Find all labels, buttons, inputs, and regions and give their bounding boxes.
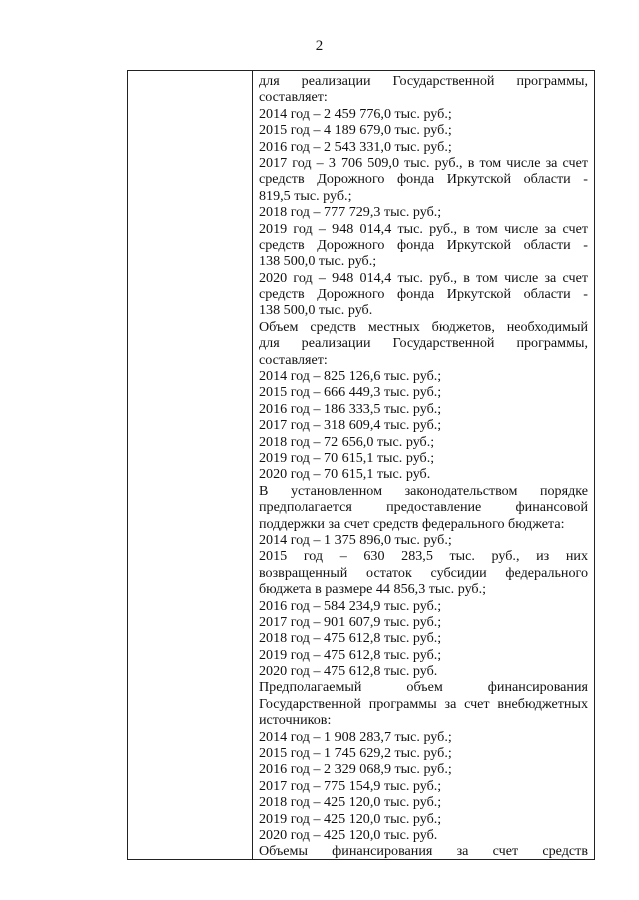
text-line: 2020 год – 70 615,1 тыс. руб. — [259, 466, 431, 483]
text-line: 2017 год – 901 607,9 тыс. руб.; — [259, 613, 442, 630]
text-line: 2018 год – 475 612,8 тыс. руб.; — [259, 630, 442, 647]
text-line: 2020 год – 425 120,0 тыс. руб. — [259, 826, 438, 843]
text-line: 819,5 тыс. руб.; — [259, 187, 352, 204]
text-line: 138 500,0 тыс. руб. — [259, 302, 373, 319]
text-line: 2014 год – 825 126,6 тыс. руб.; — [259, 368, 442, 385]
text-line: 2015 год – 666 449,3 тыс. руб.; — [259, 384, 442, 401]
text-line: 2019 год – 425 120,0 тыс. руб.; — [259, 810, 442, 827]
text-line: бюджета в размере 44 856,3 тыс. руб.; — [259, 581, 487, 598]
text-line: 2014 год – 2 459 776,0 тыс. руб.; — [259, 105, 452, 122]
text-line: поддержки за счет средств федерального бюджета: — [259, 515, 565, 532]
text-line: 2017 год – 318 609,4 тыс. руб.; — [259, 417, 442, 434]
text-line: 2014 год – 1 908 283,7 тыс. руб.; — [259, 728, 452, 745]
text-line: Государственной программы за счет внебюджетных — [259, 695, 588, 712]
text-line: 2018 год – 72 656,0 тыс. руб.; — [259, 433, 435, 450]
text-line: 2020 год – 475 612,8 тыс. руб. — [259, 663, 438, 680]
text-line: 2016 год – 186 333,5 тыс. руб.; — [259, 400, 442, 417]
text-line: 2017 год – 3 706 509,0 тыс. руб., в том числе за счет — [259, 154, 588, 171]
column-divider — [252, 71, 253, 859]
text-line: 2014 год – 1 375 896,0 тыс. руб.; — [259, 531, 452, 548]
text-line: 2019 год – 70 615,1 тыс. руб.; — [259, 449, 435, 466]
text-line: для реализации Государственной программы, — [259, 73, 588, 89]
text-line: для реализации Государственной программы, — [259, 335, 588, 352]
text-line: составляет: — [259, 89, 328, 106]
text-line: средств Дорожного фонда Иркутской области - — [259, 236, 588, 253]
text-line: возвращенный остаток субсидии федерального — [259, 564, 588, 581]
text-line: 138 500,0 тыс. руб.; — [259, 253, 377, 270]
text-line: 2020 год – 948 014,4 тыс. руб., в том числе за счет — [259, 269, 588, 286]
page-number: 2 — [315, 38, 324, 54]
text-line: средств Дорожного фонда Иркутской области - — [259, 286, 588, 303]
text-line: 2017 год – 775 154,9 тыс. руб.; — [259, 777, 442, 794]
text-line: В установленном законодательством порядке — [259, 482, 588, 499]
text-line: 2018 год – 777 729,3 тыс. руб.; — [259, 204, 442, 221]
text-line: 2019 год – 948 014,4 тыс. руб., в том числе за счет — [259, 220, 588, 237]
text-line: 2015 год – 4 189 679,0 тыс. руб.; — [259, 122, 452, 139]
text-line: Объемы финансирования за счет средств — [259, 843, 588, 860]
text-line: 2018 год – 425 120,0 тыс. руб.; — [259, 794, 442, 811]
text-line: 2016 год – 584 234,9 тыс. руб.; — [259, 597, 442, 614]
text-line: 2016 год – 2 329 068,9 тыс. руб.; — [259, 761, 452, 778]
text-line: источников: — [259, 712, 332, 729]
text-line: 2019 год – 475 612,8 тыс. руб.; — [259, 646, 442, 663]
text-line: составляет: — [259, 351, 328, 368]
text-line: Объем средств местных бюджетов, необходимый — [259, 318, 588, 335]
text-line: 2015 год – 630 283,5 тыс. руб., из них — [259, 548, 588, 565]
text-line: средств Дорожного фонда Иркутской области - — [259, 171, 588, 188]
table-cell-content — [259, 73, 588, 860]
text-line: 2015 год – 1 745 629,2 тыс. руб.; — [259, 745, 452, 762]
table-frame — [127, 70, 595, 860]
text-line: 2016 год – 2 543 331,0 тыс. руб.; — [259, 138, 452, 155]
text-line: предполагается предоставление финансовой — [259, 499, 588, 516]
text-line: Предполагаемый объем финансирования — [259, 679, 588, 696]
